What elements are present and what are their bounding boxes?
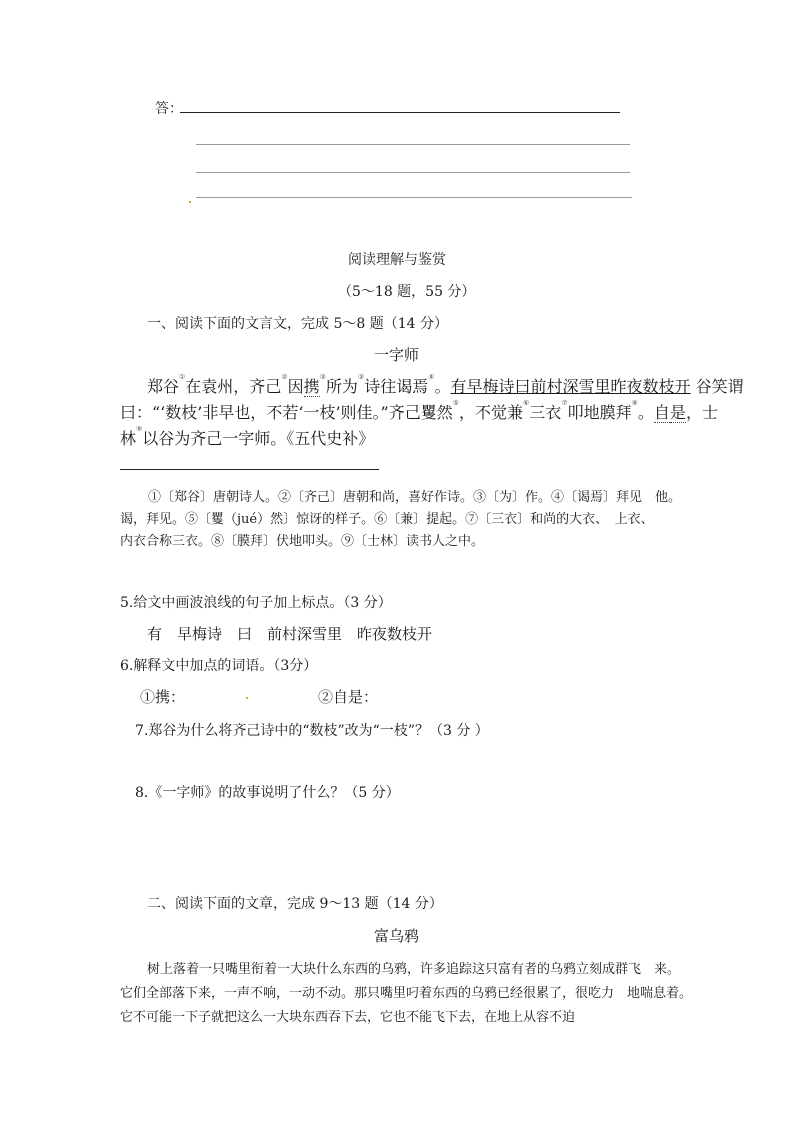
question-5: 5.给文中画波浪线的句子加上标点。（3 分） [120, 595, 392, 611]
question-5-text: 有 早梅诗 曰 前村深雪里 昨夜数枝开 [147, 625, 433, 643]
answer-line-1[interactable] [180, 112, 620, 113]
passage-line-3: 林⑨以谷为齐己一字师。《五代史补》 [120, 425, 375, 448]
article2-line-3: 它不可能一下子就把这么一大块东西吞下去，它也不能飞下去，在地上从容不迫 [120, 1010, 576, 1025]
section-title: 阅读理解与鉴赏 [348, 252, 446, 268]
stray-dot [189, 201, 191, 203]
question-6: 6.解释文中加点的词语。（3分） [120, 658, 318, 674]
footnote-separator [120, 469, 379, 470]
section-subtitle: （5～18 题，55 分） [338, 284, 476, 300]
part2-heading: 二、阅读下面的文章，完成 9～13 题（14 分） [147, 896, 443, 912]
answer-line-3[interactable] [196, 172, 630, 173]
article2-line-2: 它们全部落下来，一声不响，一动不动。那只嘴里叼着东西的乌鸦已经很累了，很吃力 地喘息着。 [120, 986, 693, 1001]
question-8: 8.《一字师》的故事说明了什么？（5 分） [135, 785, 400, 801]
part1-heading: 一、阅读下面的文言文，完成 5～8 题（14 分） [147, 316, 448, 332]
passage-line-1: 郑谷①在袁州，齐己②因携③所为③诗往谒焉④。有早梅诗曰前村深雪里昨夜数枝开 谷笑谓 [147, 373, 744, 396]
answer-label: 答： [155, 101, 183, 117]
answer-line-4[interactable] [196, 197, 632, 198]
passage-line-2: 曰：“‘数枝’非早也，不若‘一枝’则佳。”齐己矍然⑤，不觉兼⑥三衣⑦叩地膜拜⑧。自是，士 [120, 399, 718, 422]
question-6-item-2: ②自是： [318, 688, 379, 706]
stray-dot-2 [246, 697, 248, 699]
question-6-item-1: ①携： [140, 688, 186, 706]
footnote-line-2: 谒，拜见。⑤〔矍（jué）然〕惊讶的样子。⑥〔兼〕提起。⑦〔三衣〕和尚的大衣、 上衣、 [120, 512, 654, 527]
wavy-sentence: 有早梅诗曰前村深雪里昨夜数枝开 [450, 377, 691, 396]
footnote-line-3: 内衣合称三衣。⑧〔膜拜〕伏地叩头。⑨〔士林〕读书人之中。 [120, 534, 485, 549]
article2-line-1: 树上落着一只嘴里衔着一大块什么东西的乌鸦，许多追踪这只富有者的乌鸦立刻成群飞 来。 [147, 962, 681, 977]
answer-line-2[interactable] [196, 144, 630, 145]
footnote-line-1: ①〔郑谷〕唐朝诗人。②〔齐己〕唐朝和尚，喜好作诗。③〔为〕作。④〔谒焉〕拜见 他。 [148, 490, 682, 505]
article1-title: 一字师 [374, 346, 420, 364]
article2-title: 富乌鸦 [374, 927, 420, 945]
question-7: 7.郑谷为什么将齐己诗中的“数枝”改为“一枝”？（3 分 ） [135, 723, 489, 739]
